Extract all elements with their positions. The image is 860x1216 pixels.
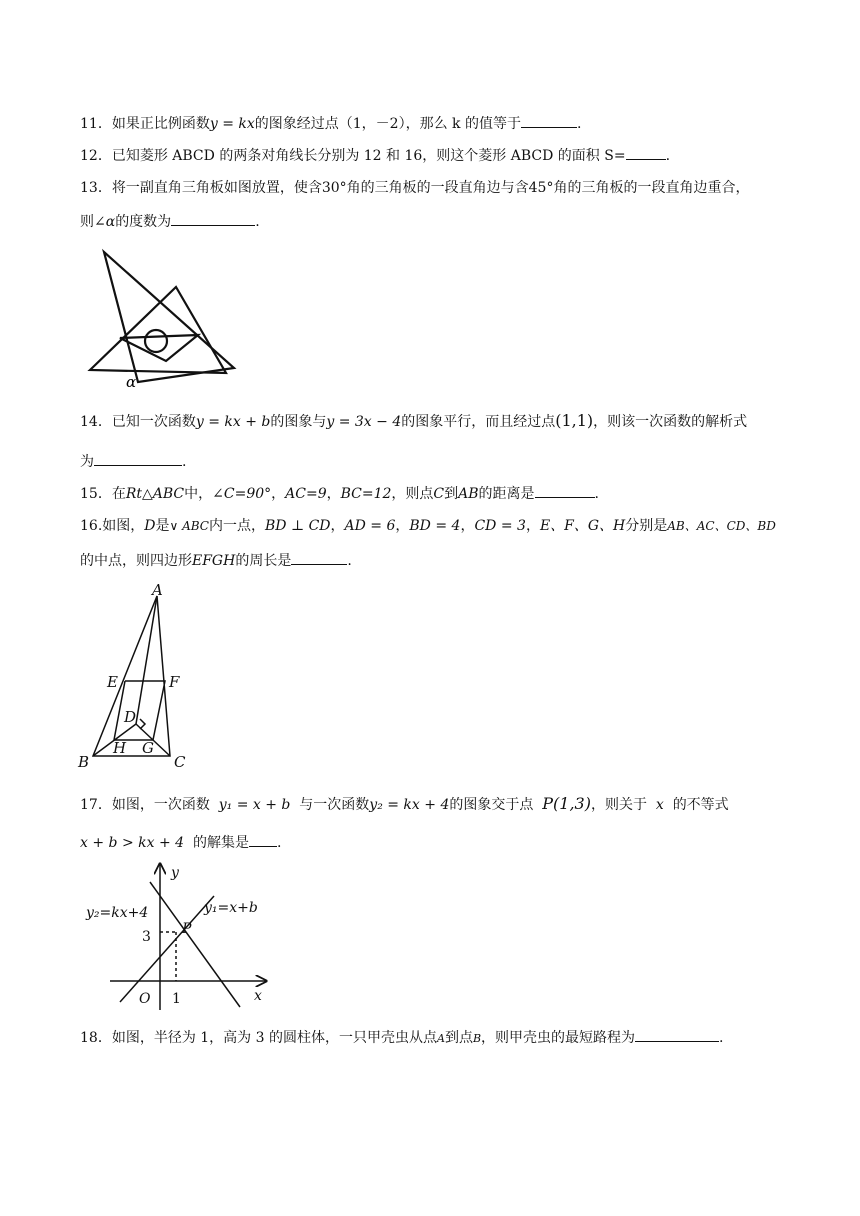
q16-segment-ad <box>136 596 157 724</box>
q16-text-5: ， <box>395 518 410 534</box>
q16-formula-8: AB、AC、CD、BD <box>667 519 776 533</box>
q17-line2-label: y₂=kx+4 <box>86 905 149 921</box>
q15-formula-6: AB <box>458 486 479 502</box>
q16-triangle-abc <box>93 596 170 756</box>
q17-formula-3: P(1,3) <box>542 794 591 813</box>
q14-text-4: ，则该一次函数的解析式 <box>593 414 748 430</box>
q13-end: . <box>255 214 260 230</box>
q17-formula-1: y₁ = x + b <box>218 797 291 813</box>
q17-end: . <box>276 835 282 851</box>
q15-answer-blank[interactable] <box>535 483 595 498</box>
q16-line-2-text-b: 的周长是 <box>235 553 292 569</box>
question-11 <box>80 113 581 134</box>
q16-text-4: ， <box>330 518 345 534</box>
q16-line-2-text-a: 的中点，则四边形 <box>80 553 192 569</box>
q17-y-label: y <box>171 865 179 881</box>
q14-formula-1: y = kx + b <box>195 414 271 430</box>
q16-formula-7: E、F、G、H <box>539 518 626 534</box>
q16-text-2: 是 <box>155 518 170 534</box>
q17-text-3: 的图象交于点 <box>449 797 534 813</box>
q15-text-7: 的距离是 <box>478 486 535 502</box>
q11-end: . <box>576 116 582 132</box>
q16-text-6: ， <box>460 518 475 534</box>
question-18 <box>80 1027 724 1049</box>
q16-text-8: 分别是 <box>625 518 668 534</box>
q17-answer-blank[interactable] <box>249 832 277 847</box>
question-15 <box>80 483 599 504</box>
q18-formula-1: A <box>437 1032 445 1045</box>
q18-answer-blank[interactable] <box>635 1027 719 1042</box>
q15-text-5: ，则点 <box>391 486 434 502</box>
q15-formula-3: AC=9 <box>285 486 327 502</box>
q16-formula-2: ∨ ABC <box>169 519 209 533</box>
question-16-line-2 <box>80 550 352 571</box>
question-14-line-1 <box>80 411 747 432</box>
q15-number: 15． <box>80 486 112 502</box>
q17-text-2: 与一次函数 <box>299 797 370 813</box>
q18-text-1: 如图，半径为 1，高为 3 的圆柱体，一只甲壳虫从点 <box>111 1030 437 1046</box>
q15-text-3: ， <box>271 486 286 502</box>
q18-formula-2: B <box>472 1032 482 1045</box>
q17-tick-1: 1 <box>172 991 181 1007</box>
q17-text-6: 的解集是 <box>192 835 249 851</box>
q16-label-b: B <box>78 753 90 771</box>
q16-formula-4: AD = 6 <box>344 518 396 534</box>
q17-point-p-label: P <box>182 921 192 937</box>
question-13-line-1 <box>80 178 749 198</box>
q15-text-4: ， <box>326 486 341 502</box>
q14-number: 14． <box>80 414 112 430</box>
q16-number: 16. <box>80 518 103 534</box>
q15-text-2: 中， <box>184 486 213 502</box>
q14-formula-2: y = 3x − 4 <box>326 414 402 430</box>
q13-triangle-30 <box>104 252 234 382</box>
q16-text-1: 如图， <box>102 518 145 534</box>
q15-text-1: 在 <box>111 486 126 502</box>
question-13-line-2 <box>80 211 260 232</box>
q18-text-2: 到点 <box>444 1030 473 1046</box>
q16-figure <box>76 581 196 774</box>
question-12 <box>80 145 670 166</box>
q17-x-label: x <box>254 988 262 1004</box>
q17-formula-4: x <box>655 797 664 813</box>
q17-text-1: 如图，一次函数 <box>111 797 210 813</box>
q14-text-2: 的图象与 <box>270 414 327 430</box>
q16-formula-1: D <box>144 518 156 534</box>
q13-formula: ∠α <box>94 214 116 230</box>
q13-text-2: 则 <box>80 214 94 230</box>
q12-end: . <box>665 148 671 164</box>
q11-number: 11． <box>80 116 112 132</box>
q11-formula: y = kx <box>209 116 255 132</box>
q16-formula-6: CD = 3 <box>474 518 526 534</box>
q15-formula-2: ∠C=90° <box>212 486 272 502</box>
q17-origin-label: O <box>139 991 151 1007</box>
question-14-line-2 <box>80 451 186 472</box>
q14-formula-3: (1,1) <box>555 411 594 430</box>
q17-line1-label: y₁=x+b <box>204 900 258 916</box>
q11-answer-blank[interactable] <box>521 113 577 128</box>
q11-text-1: 如果正比例函数 <box>111 116 210 132</box>
q16-label-g: G <box>142 739 154 757</box>
q13-text-3: 的度数为 <box>115 214 172 230</box>
question-17-line-1 <box>80 794 729 815</box>
question-16-line-1 <box>80 516 776 536</box>
q12-number: 12． <box>80 148 112 164</box>
q14-text-1: 已知一次函数 <box>111 414 196 430</box>
q18-number: 18． <box>80 1030 112 1046</box>
q16-label-d: D <box>124 708 137 726</box>
q15-text-6: 到 <box>444 486 459 502</box>
q16-answer-blank[interactable] <box>291 550 347 565</box>
q16-end: . <box>347 553 352 569</box>
q16-label-e: E <box>107 673 118 691</box>
q16-quadrilateral-efgh <box>114 681 165 740</box>
q13-alpha-label: α <box>126 373 137 391</box>
q15-formula-4: BC=12 <box>340 486 392 502</box>
q16-label-f: F <box>169 673 180 691</box>
q13-hole-circle <box>145 330 167 352</box>
q14-answer-blank[interactable] <box>94 451 182 466</box>
q17-text-5: 的不等式 <box>672 797 729 813</box>
q17-text-4: ，则关于 <box>590 797 647 813</box>
q17-formula-2: y₂ = kx + 4 <box>369 797 450 813</box>
q15-formula-5: C <box>433 486 445 502</box>
q13-line-1-text: 将一副直角三角板如图放置，使含30°角的三角板的一段直角边与含45°角的三角板的一段直角边重合， <box>111 180 750 196</box>
q17-formula-5: x + b > kx + 4 <box>80 835 185 851</box>
q11-text-2: 的图象经过点（1，－2），那么 k 的值等于 <box>254 116 521 132</box>
q12-text: 已知菱形 ABCD 的两条对角线长分别为 12 和 16，则这个菱形 ABCD 的面积 S= <box>111 148 626 164</box>
q18-end: . <box>719 1030 724 1046</box>
q13-figure <box>86 250 236 390</box>
q16-formula-3: BD ⊥ CD <box>265 518 331 534</box>
q16-text-7: ， <box>525 518 540 534</box>
q16-formula-5: BD = 4 <box>409 518 461 534</box>
q17-figure <box>84 860 284 1020</box>
q13-answer-blank[interactable] <box>171 211 255 226</box>
q16-right-angle-mark <box>140 719 145 729</box>
q15-end: . <box>594 486 599 502</box>
q16-label-c: C <box>174 753 186 771</box>
q18-text-3: ，则甲壳虫的最短路程为 <box>481 1030 636 1046</box>
q17-number: 17． <box>80 797 112 813</box>
q12-answer-blank[interactable] <box>626 145 666 160</box>
q16-text-3: 内一点， <box>209 518 265 534</box>
q14-line-2-text: 为 <box>80 454 94 470</box>
q14-text-3: 的图象平行，而且经过点 <box>401 414 556 430</box>
q15-formula-1: Rt△ABC <box>125 486 185 502</box>
q16-label-h: H <box>113 739 127 757</box>
question-17-line-2 <box>80 832 281 853</box>
q13-number: 13． <box>80 180 112 196</box>
q14-end: . <box>182 454 187 470</box>
q16-formula-9: EFGH <box>192 553 236 569</box>
q16-label-a: A <box>152 581 163 599</box>
q17-tick-3: 3 <box>142 929 151 945</box>
